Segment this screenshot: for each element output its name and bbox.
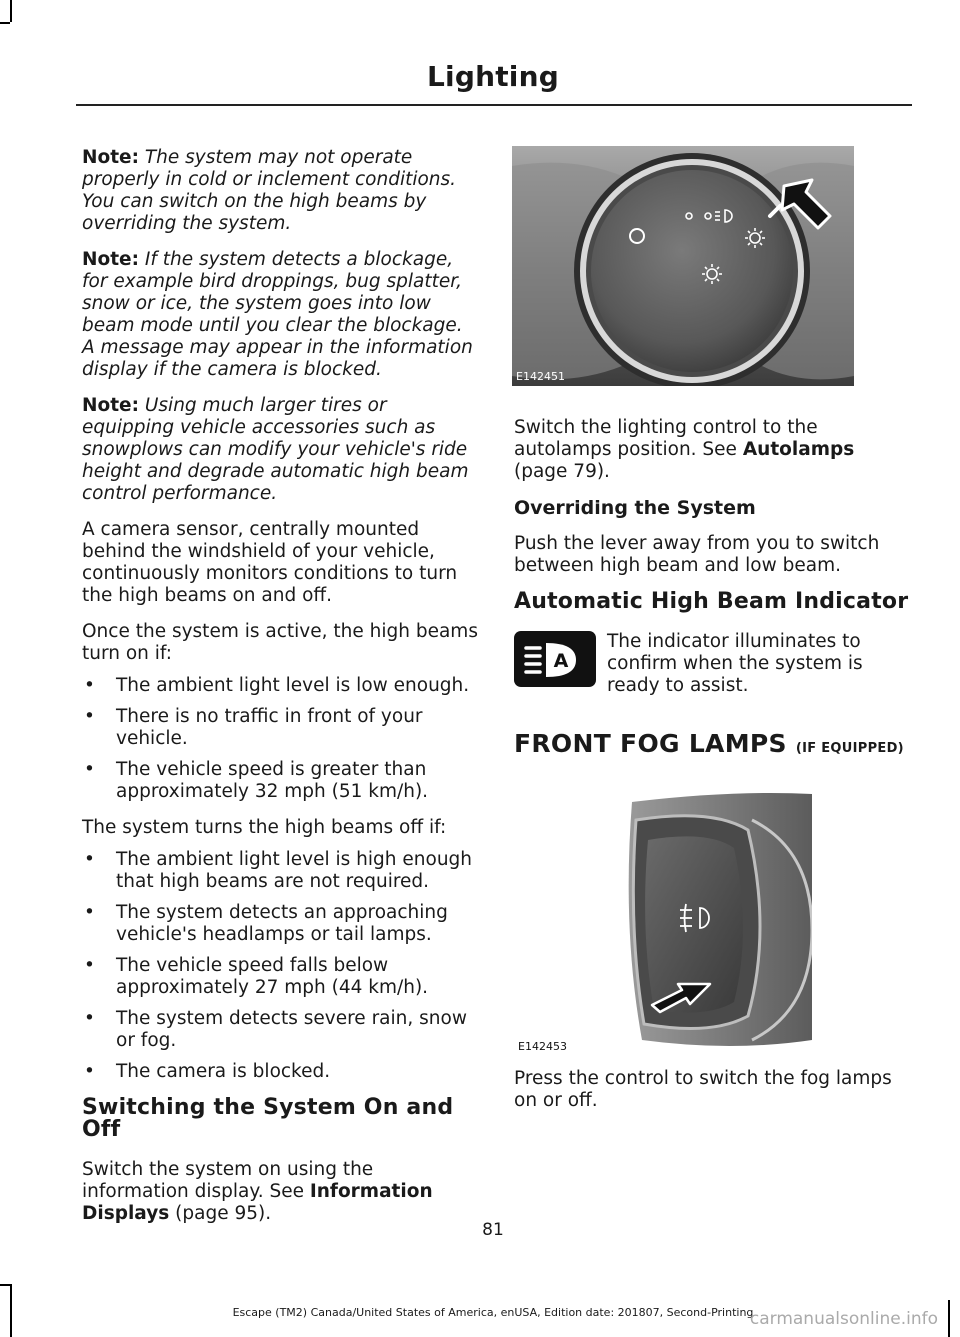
indicator-text-block (607, 631, 897, 711)
list-item: • The ambient light level is low enough. (82, 675, 478, 697)
crop-mark (0, 1284, 12, 1286)
list-item: • The system detects an approaching vehicle's headlamps or tail lamps. (82, 902, 478, 946)
note-text: If the system detects a blockage, for example bird droppings, bug splatter, snow or ice, the system goes into low beam mode until you clear the blockage. A message may appear in the information display if the camera is blocked. (82, 249, 473, 380)
autolamps-text: Switch the lighting control to the autolamps position. See (514, 417, 818, 460)
fog-heading-block (514, 729, 910, 760)
high-beam-indicator-icon (514, 631, 596, 687)
figure-code: E142453 (518, 1040, 567, 1053)
fog-heading-suffix: (IF EQUIPPED) (795, 741, 904, 756)
svg-text:A: A (553, 650, 569, 672)
turn-off-intro: The system turns the high beams off if: (82, 817, 447, 838)
list-item: • The vehicle speed is greater than approximately 32 mph (51 km/h). (82, 759, 478, 803)
fog-lamp-switch-figure (512, 790, 812, 1056)
headlamp-switch-illustration (512, 146, 854, 386)
note-label: Note: (82, 395, 139, 416)
autolamps-page-ref: (page 79). (514, 461, 610, 482)
switching-heading: Switching the System On and Off (82, 1095, 454, 1142)
page-number: 81 (482, 1220, 504, 1240)
switching-paragraph (82, 1159, 478, 1225)
override-paragraph: Push the lever away from you to switch between high beam and low beam. (514, 533, 880, 576)
crop-mark (0, 22, 10, 24)
list-item: • There is no traffic in front of your vehicle. (82, 706, 478, 750)
crop-mark (10, 0, 12, 22)
auto-high-beam-icon (514, 631, 596, 687)
watermark: carmanualsonline.info (749, 1309, 938, 1329)
edition-line: Escape (TM2) Canada/United States of America, enUSA, Edition date: 201807, Second-Printing (232, 1306, 754, 1319)
indicator-paragraph: The indicator illuminates to confirm when the system is ready to assist. (607, 631, 863, 696)
note-text: Using much larger tires or equipping vehicle accessories such as snowplows can modify your vehicle's ride height and degrade automatic high beam control performance. (82, 395, 469, 504)
list-item: • The camera is blocked. (82, 1061, 478, 1083)
list-item: • The system detects severe rain, snow or fog. (82, 1008, 478, 1052)
switching-text: Switch the system on using the information display. See (82, 1159, 374, 1202)
headlamp-switch-figure (512, 146, 854, 386)
autolamps-paragraph (514, 417, 910, 483)
fog-heading-text: FRONT FOG LAMPS (514, 729, 787, 758)
page-title: Lighting (427, 60, 559, 93)
indicator-heading: Automatic High Beam Indicator (514, 589, 909, 614)
fog-lamps-heading (514, 729, 910, 760)
figure-code: E142451 (516, 370, 565, 383)
autolamps-link[interactable]: Autolamps (742, 439, 855, 460)
note-3 (82, 395, 478, 505)
camera-paragraph: A camera sensor, centrally mounted behind the windshield of your vehicle, continuously monitors conditions to turn the high beams on and off. (82, 519, 458, 606)
list-item: • The ambient light level is high enough that high beams are not required. (82, 849, 478, 893)
fog-paragraph: Press the control to switch the fog lamps on or off. (514, 1068, 892, 1111)
note-label: Note: (82, 147, 139, 168)
note-2 (82, 249, 478, 381)
note-label: Note: (82, 249, 139, 270)
list-item: • The vehicle speed falls below approximately 27 mph (44 km/h). (82, 955, 478, 999)
note-1 (82, 147, 478, 235)
turn-off-list (82, 849, 478, 1083)
fog-lamp-switch-illustration (512, 790, 812, 1056)
switching-page-ref: (page 95). (169, 1203, 272, 1224)
turn-on-list (82, 675, 478, 803)
left-column (82, 147, 478, 1239)
note-text: The system may not operate properly in cold or inclement conditions. You can switch on the high beams by overriding the system. (82, 147, 457, 234)
information-displays-link[interactable]: Information Displays (82, 1181, 433, 1224)
fog-text-block (514, 1068, 910, 1126)
override-heading: Overriding the System (514, 497, 756, 519)
header-rule (76, 104, 912, 106)
turn-on-intro: Once the system is active, the high beams turn on if: (82, 621, 478, 664)
autolamps-block (514, 417, 910, 631)
